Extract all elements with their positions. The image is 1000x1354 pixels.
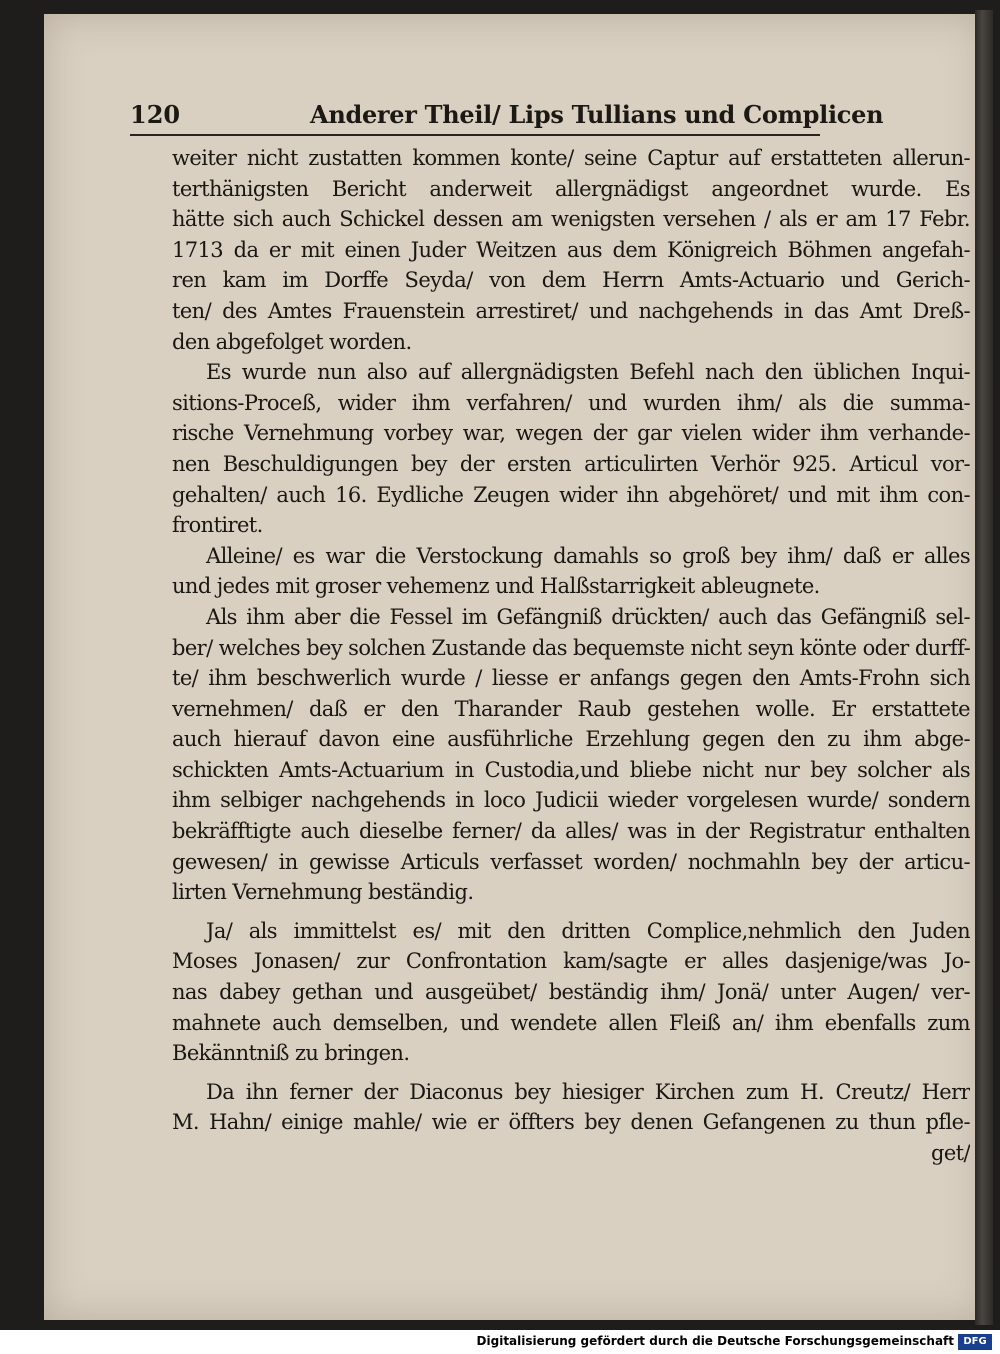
digitization-footer [0,1330,1000,1354]
text-line: nas dabey gethan und ausgeübet/ beständig ihm/ Jonä/ unter Augen/ ver- [172,980,970,1005]
header-rule [130,134,820,136]
text-line: te/ ihm beschwerlich wurde / liesse er anfangs gegen den Amts-Frohn sich [172,666,970,691]
text-line: Moses Jonasen/ zur Confrontation kam/sagte er alles dasjenige/was Jo- [172,949,970,974]
text-line: ren kam im Dorffe Seyda/ von dem Herrn Amts-Actuario und Gerich- [172,268,970,293]
text-line: Als ihm aber die Fessel im Gefängniß drückten/ auch das Gefängniß sel- [206,604,970,629]
text-line: mahnete auch demselben, und wendete allen Fleiß an/ ihm ebenfalls zum [172,1010,970,1035]
text-line: frontiret. [172,513,263,538]
dfg-logo: DFG [958,1334,992,1350]
text-line: weiter nicht zustatten kommen konte/ seine Captur auf erstatteten allerun- [172,146,970,170]
text-line: rische Vernehmung vorbey war, wegen der gar vielen wider ihm verhande- [172,421,970,446]
text-line: Alleine/ es war die Verstockung damahls so groß bey ihm/ daß er alles [206,543,970,568]
text-line: nen Beschuldigungen bey der ersten articulirten Verhör 925. Articul vor- [172,451,970,476]
running-title: Anderer Theil/ Lips Tullians und Complicen [310,100,884,129]
page-number: 120 [130,100,181,129]
text-line: gehalten/ auch 16. Eydliche Zeugen wider ihn abgehöret/ und mit ihm con- [172,482,970,507]
text-line: 1713 da er mit einen Juder Weitzen aus dem Königreich Böhmen angefah- [172,237,970,262]
text-line: ber/ welches bey solchen Zustande das bequemste nicht seyn könte oder durff- [172,635,970,660]
text-line: auch hierauf davon eine ausführliche Erzehlung gegen den zu ihm abge- [172,727,970,752]
text-line: get/ [931,1141,970,1165]
page-header [130,96,884,130]
text-line: lirten Vernehmung beständig. [172,880,474,905]
text-line: ihm selbiger nachgehends in loco Judicii wieder vorgelesen wurde/ sondern [172,788,970,813]
text-line: und jedes mit groser vehemenz und Halßstarrigkeit ableugnete. [172,574,820,599]
text-line: schickten Amts-Actuarium in Custodia,und bliebe nicht nur bey solcher als [172,757,970,782]
text-line: Bekänntniß zu bringen. [172,1041,410,1066]
funding-credit: Digitalisierung gefördert durch die Deutsche Forschungsgemeinschaft [476,1334,954,1348]
body-text [172,143,970,1169]
text-line: Ja/ als immittelst es/ mit den dritten Complice,nehmlich den Juden [206,918,970,943]
text-line: vernehmen/ daß er den Tharander Raub gestehen wolle. Er erstattete [172,696,970,721]
text-line: Es wurde nun also auf allergnädigsten Befehl nach den üblichen Inqui- [206,360,970,385]
text-line: ten/ des Amtes Frauenstein arrestiret/ und nachgehends in das Amt Dreß- [172,298,970,323]
text-line: gewesen/ in gewisse Articuls verfasset worden/ nochmahln bey der articu- [172,849,970,874]
text-line: terthänigsten Bericht anderweit allergnädigst angeordnet wurde. Es [172,176,970,201]
text-line: bekräfftigte auch dieselbe ferner/ da alles/ was in der Registratur enthalten [172,819,970,844]
page-edge [975,10,993,1325]
text-line: Da ihn ferner der Diaconus bey hiesiger Kirchen zum H. Creutz/ Herr [206,1079,970,1104]
text-line: den abgefolget worden. [172,329,412,354]
text-line: hätte sich auch Schickel dessen am wenigsten versehen / als er am 17 Febr. [172,207,970,232]
text-line: M. Hahn/ einige mahle/ wie er öffters bey denen Gefangenen zu thun pfle- [172,1110,970,1135]
text-line: sitions-Proceß, wider ihm verfahren/ und wurden ihm/ als die summa- [172,390,970,415]
